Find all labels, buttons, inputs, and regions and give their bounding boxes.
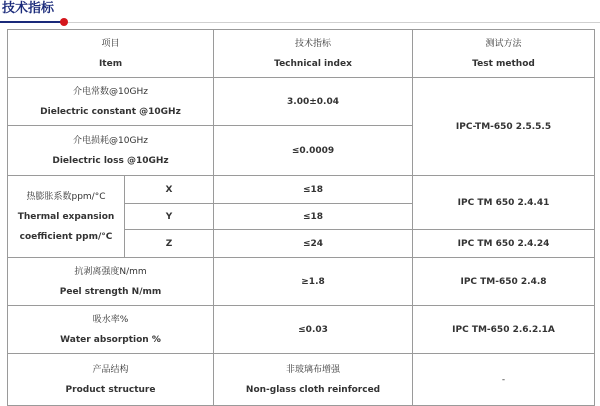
method-peel-strength: IPC TM-650 2.4.8 <box>413 258 595 306</box>
title-underline <box>0 21 64 23</box>
table-row-product-structure <box>8 354 595 406</box>
title-divider <box>0 22 600 23</box>
page-title: 技术指标 <box>2 1 55 16</box>
value-cte-y: ≤18 <box>214 204 413 230</box>
method-dielectric: IPC-TM-650 2.5.5.5 <box>413 78 595 176</box>
item-thermal-expansion: 热膨胀系数ppm/°C Thermal expansion coefficient ppm/°C <box>8 176 125 258</box>
cte-axis-z: Z <box>125 230 214 258</box>
method-product-structure: - <box>413 354 595 406</box>
item-product-structure: 产品结构 Product structure <box>8 354 214 406</box>
spec-table <box>7 29 595 406</box>
value-cte-x: ≤18 <box>214 176 413 204</box>
value-dielectric-constant: 3.00±0.04 <box>214 78 413 126</box>
header-method: 测试方法 Test method <box>413 30 595 78</box>
value-product-structure: 非玻璃布增强 Non-glass cloth reinforced <box>214 354 413 406</box>
title-dot-icon <box>60 18 68 26</box>
method-cte-z: IPC TM 650 2.4.24 <box>413 230 595 258</box>
value-peel-strength: ≥1.8 <box>214 258 413 306</box>
table-row-peel-strength <box>8 258 595 306</box>
section-header <box>0 0 600 26</box>
cte-axis-x: X <box>125 176 214 204</box>
item-dielectric-loss: 介电损耗@10GHz Dielectric loss @10GHz <box>8 126 214 176</box>
header-index: 技术指标 Technical index <box>214 30 413 78</box>
cte-axis-y: Y <box>125 204 214 230</box>
header-item: 项目 Item <box>8 30 214 78</box>
item-water-absorption: 吸水率% Water absorption % <box>8 306 214 354</box>
table-row-cte-x <box>8 176 595 204</box>
table-row-water-absorption <box>8 306 595 354</box>
value-cte-z: ≤24 <box>214 230 413 258</box>
table-row-dielectric-constant <box>8 78 595 126</box>
item-peel-strength: 抗剥离强度N/mm Peel strength N/mm <box>8 258 214 306</box>
table-header-row <box>8 30 595 78</box>
value-dielectric-loss: ≤0.0009 <box>214 126 413 176</box>
method-water-absorption: IPC TM-650 2.6.2.1A <box>413 306 595 354</box>
method-cte-xy: IPC TM 650 2.4.41 <box>413 176 595 230</box>
item-dielectric-constant: 介电常数@10GHz Dielectric constant @10GHz <box>8 78 214 126</box>
value-water-absorption: ≤0.03 <box>214 306 413 354</box>
